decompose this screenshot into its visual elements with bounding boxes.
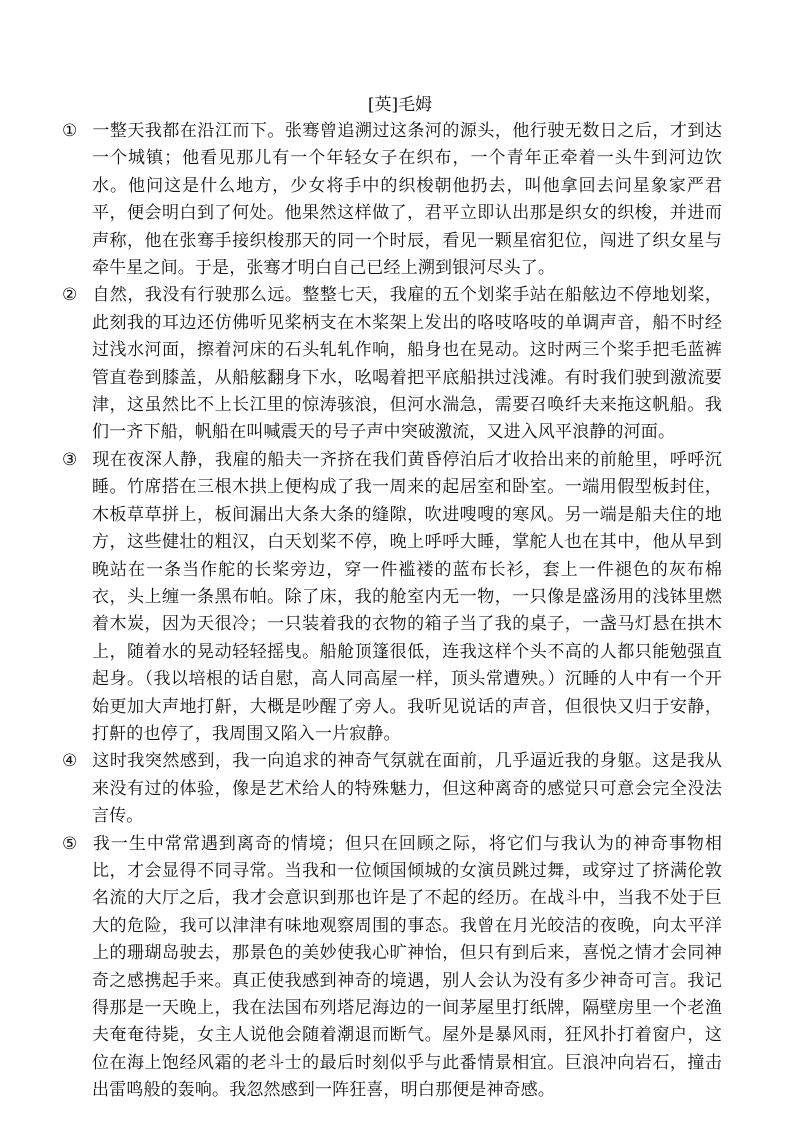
- paragraph-number: ④: [62, 751, 78, 772]
- paragraph-1: [62, 118, 722, 282]
- paragraph-text: 这时我突然感到，我一向追求的神奇气氛就在面前，几乎逼近我的身躯。这是我从来没有过的体验，像是艺术给人的特殊魅力，但这种离奇的感觉只可意会完全没法言传。: [92, 751, 722, 827]
- author-heading: [英]毛姆: [367, 95, 433, 115]
- article-body: [62, 118, 722, 1105]
- paragraph-2: [62, 282, 722, 446]
- paragraph-text: 我一生中常常遇到离奇的情境；但只在回顾之际，将它们与我认为的神奇事物相比，才会显得不同寻常。当我和一位倾国倾城的女演员跳过舞，或穿过了挤满伦敦名流的大厅之后，我才会意识到那也许是了不起的经历。在战斗中，当我不处于巨大的危险，我可以津津有味地观察周围的事态。我曾在月光皎洁的夜晚，向太平洋上的珊瑚岛驶去，那景色的美妙使我心旷神怡，但只有到后来，喜悦之情才会同神奇之感携起手来。真正使我感到神奇的境遇，别人会认为没有多少神奇可言。我记得那是一天晚上，我在法国布列塔尼海边的一间茅屋里打纸牌，隔壁房里一个老渔夫奄奄待毙，女主人说他会随着潮退而断气。屋外是暴风雨，狂风扑打着窗户，这位在海上饱经风霜的老斗士的最后时刻似乎与此番情景相宜。巨浪冲向岩石，撞击出雷鸣般的轰响。我忽然感到一阵狂喜，明白那便是神奇感。: [92, 833, 722, 1101]
- paragraph-text: 现在夜深人静，我雇的船夫一齐挤在我们黄昏停泊后才收拾出来的前舱里，呼呼沉睡。竹席搭在三根木拱上便构成了我一周来的起居室和卧室。一端用假型板封住，木板草草拼上，板间漏出大条大条的缝隙，吹进嗖嗖的寒风。另一端是船夫住的地方，这些健壮的粗汉，白天划桨不停，晚上呼呼大睡，掌舵人也在其中，他从早到晚站在一条当作舵的长桨旁边，穿一件褴褛的蓝布长衫，套上一件褪色的灰布棉衣，头上缠一条黑布帕。除了床，我的舱室内无一物，一只像是盛汤用的浅钵里燃着木炭，因为天很冷；一只装着我的衣物的箱子当了我的桌子，一盏马灯悬在拱木上，随着水的晃动轻轻摇曳。船舱顶篷很低，连我这样个头不高的人都只能勉强直起身。（我以培根的话自慰，高人同高屋一样，顶头常遭殃。）沉睡的人中有一个开始更加大声地打鼾，大概是吵醒了旁人。我听见说话的声音，但很快又归于安静，打鼾的也停了，我周围又陷入一片寂静。: [92, 449, 722, 744]
- paragraph-number: ①: [62, 121, 78, 141]
- paragraph-number: ③: [62, 449, 78, 470]
- paragraph-text: 自然，我没有行驶那么远。整整七天，我雇的五个划桨手站在船舷边不停地划桨，此刻我的耳边还仿佛听见桨柄支在木桨架上发出的咯吱咯吱的单调声音，船不时经过浅水河面，擦着河床的石头轧轧作响，船身也在晃动。这时两三个桨手把毛蓝裤管直卷到膝盖，从船舷翻身下水，吆喝着把平底船拱过浅滩。有时我们驶到激流要津，这虽然比不上长江里的惊涛骇浪，但河水湍急，需要召唤纤夫来拖这帆船。我们一齐下船，帆船在叫喊震天的号子声中突破激流，又进入风平浪静的河面。: [92, 285, 722, 443]
- paragraph-5: [62, 831, 722, 1105]
- paragraph-4: [62, 748, 722, 830]
- paragraph-number: ⑤: [62, 833, 78, 854]
- paragraph-3: [62, 447, 722, 748]
- paragraph-text: 一整天我都在沿江而下。张骞曾追溯过这条河的源头，他行驶无数日之后，才到达一个城镇；他看见那儿有一个年轻女子在织布，一个青年正牵着一头牛到河边饮水。他问这是什么地方，少女将手中的织梭朝他扔去，叫他拿回去问星象家严君平，便会明白到了何处。他果然这样做了，君平立即认出那是织女的织梭，并进而声称，他在张骞手接织梭那天的同一个时辰，看见一颗星宿犯位，闯进了织女星与牵牛星之间。于是，张骞才明白自己已经上溯到银河尽头了。: [92, 121, 722, 279]
- paragraph-number: ②: [62, 285, 78, 306]
